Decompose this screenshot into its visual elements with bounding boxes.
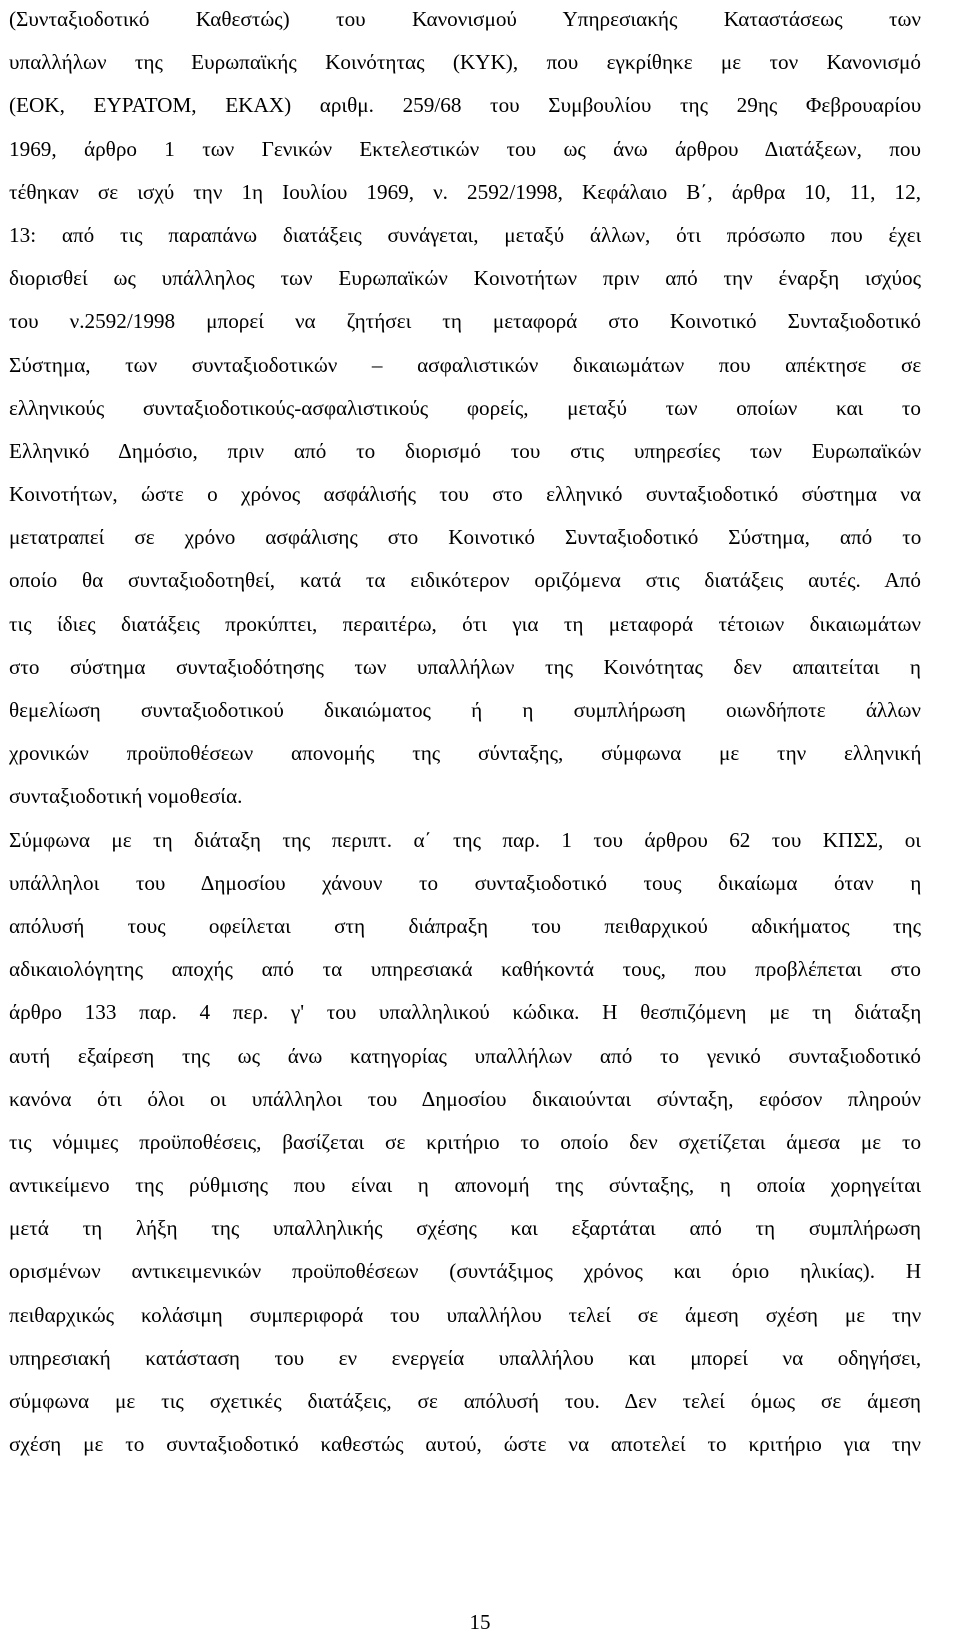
text-line: τις ίδιες διατάξεις προκύπτει, περαιτέρω, ότι για τη μεταφορά τέτοιων δικαιωμάτων bbox=[9, 611, 921, 636]
text-line: 1969, άρθρο 1 των Γενικών Εκτελεστικών του ως άνω άρθρου Διατάξεων, που bbox=[9, 136, 921, 161]
text-line: αδικαιολόγητης αποχής από τα υπηρεσιακά καθήκοντά τους, που προβλέπεται στο bbox=[9, 957, 921, 982]
text-line: Σύστημα, των συνταξιοδοτικών – ασφαλιστικών δικαιωμάτων που απέκτησε σε bbox=[9, 352, 921, 377]
text-line: (Συνταξιοδοτικό Καθεστώς) του Κανονισμού Υπηρεσιακής Καταστάσεως των bbox=[9, 7, 921, 31]
text-line: αντικείμενο της ρύθμισης που είναι η απονομή της σύνταξης, η οποία χορηγείται bbox=[9, 1173, 921, 1198]
text-line: τις νόμιμες προϋποθέσεις, βασίζεται σε κριτήριο το οποίο δεν σχετίζεται άμεσα με το bbox=[9, 1129, 921, 1154]
text-line: απόλυσή τους οφείλεται στη διάπραξη του πειθαρχικού αδικήματος της bbox=[9, 913, 921, 938]
text-line: άρθρο 133 παρ. 4 περ. γ' του υπαλληλικού κώδικα. Η θεσπιζόμενη με τη διάταξη bbox=[9, 1000, 921, 1025]
page-number: 15 bbox=[469, 1610, 491, 1634]
body-text bbox=[9, 0, 921, 1466]
text-line: θεμελίωση συνταξιοδοτικού δικαιώματος ή η συμπλήρωση οιωνδήποτε άλλων bbox=[9, 698, 921, 722]
text-line: διορισθεί ως υπάλληλος των Ευρωπαϊκών Κοινοτήτων πριν από την έναρξη ισχύος bbox=[9, 266, 921, 291]
text-line: χρονικών προϋποθέσεων απονομής της σύνταξης, σύμφωνα με την ελληνική bbox=[9, 741, 921, 766]
text-line: κανόνα ότι όλοι οι υπάλληλοι του Δημοσίου δικαιούνται σύνταξη, εφόσον πληρούν bbox=[9, 1086, 921, 1111]
text-line: σύμφωνα με τις σχετικές διατάξεις, σε απόλυσή του. Δεν τελεί όμως σε άμεση bbox=[9, 1389, 921, 1413]
text-line: 13: από τις παραπάνω διατάξεις συνάγεται, μεταξύ άλλων, ότι πρόσωπο που έχει bbox=[9, 222, 921, 247]
text-line: τέθηκαν σε ισχύ την 1η Ιουλίου 1969, ν. 2592/1998, Κεφάλαιο Β΄, άρθρα 10, 11, 12, bbox=[9, 179, 921, 204]
text-line: Ελληνικό Δημόσιο, πριν από το διορισμό του στις υπηρεσίες των Ευρωπαϊκών bbox=[9, 438, 921, 463]
text-line: μετατραπεί σε χρόνο ασφάλισης στο Κοινοτικό Συνταξιοδοτικό Σύστημα, από το bbox=[9, 525, 921, 550]
text-line: υπάλληλοι του Δημοσίου χάνουν το συνταξιοδοτικό τους δικαίωμα όταν η bbox=[9, 870, 921, 895]
text-line: σχέση με το συνταξιοδοτικό καθεστώς αυτού, ώστε να αποτελεί το κριτήριο για την bbox=[9, 1432, 921, 1457]
text-line: Κοινοτήτων, ώστε ο χρόνος ασφάλισής του στο ελληνικό συνταξιοδοτικό σύστημα να bbox=[9, 482, 921, 507]
text-line: υπαλλήλων της Ευρωπαϊκής Κοινότητας (ΚΥΚ), που εγκρίθηκε με τον Κανονισμό bbox=[9, 50, 921, 75]
text-line: πειθαρχικώς κολάσιμη συμπεριφορά του υπαλλήλου τελεί σε άμεση σχέση με την bbox=[9, 1302, 921, 1327]
text-line: ορισμένων αντικειμενικών προϋποθέσεων (συντάξιμος χρόνος και όριο ηλικίας). Η bbox=[9, 1259, 921, 1284]
text-line: αυτή εξαίρεση της ως άνω κατηγορίας υπαλλήλων από το γενικό συνταξιοδοτικό bbox=[9, 1043, 921, 1068]
text-line: (ΕΟΚ, ΕΥΡΑΤΟΜ, ΕΚΑΧ) αριθμ. 259/68 του Συμβουλίου της 29ης Φεβρουαρίου bbox=[9, 93, 921, 118]
text-line: μετά τη λήξη της υπαλληλικής σχέσης και εξαρτάται από τη συμπλήρωση bbox=[9, 1216, 921, 1241]
text-line: ελληνικούς συνταξιοδοτικούς-ασφαλιστικούς φορείς, μεταξύ των οποίων και το bbox=[9, 395, 921, 420]
text-line: του ν.2592/1998 μπορεί να ζητήσει τη μεταφορά στο Κοινοτικό Συνταξιοδοτικό bbox=[9, 309, 921, 334]
text-line: Σύμφωνα με τη διάταξη της περιπτ. α΄ της παρ. 1 του άρθρου 62 του ΚΠΣΣ, οι bbox=[9, 827, 921, 852]
text-line: στο σύστημα συνταξιοδότησης των υπαλλήλων της Κοινότητας δεν απαιτείται η bbox=[9, 654, 921, 679]
text-line: συνταξιοδοτική νομοθεσία. bbox=[9, 784, 243, 809]
text-line: υπηρεσιακή κατάσταση του εν ενεργεία υπαλλήλου και μπορεί να οδηγήσει, bbox=[9, 1345, 921, 1370]
text-line: οποίο θα συνταξιοδοτηθεί, κατά τα ειδικότερον οριζόμενα στις διατάξεις αυτές. Από bbox=[9, 568, 921, 593]
